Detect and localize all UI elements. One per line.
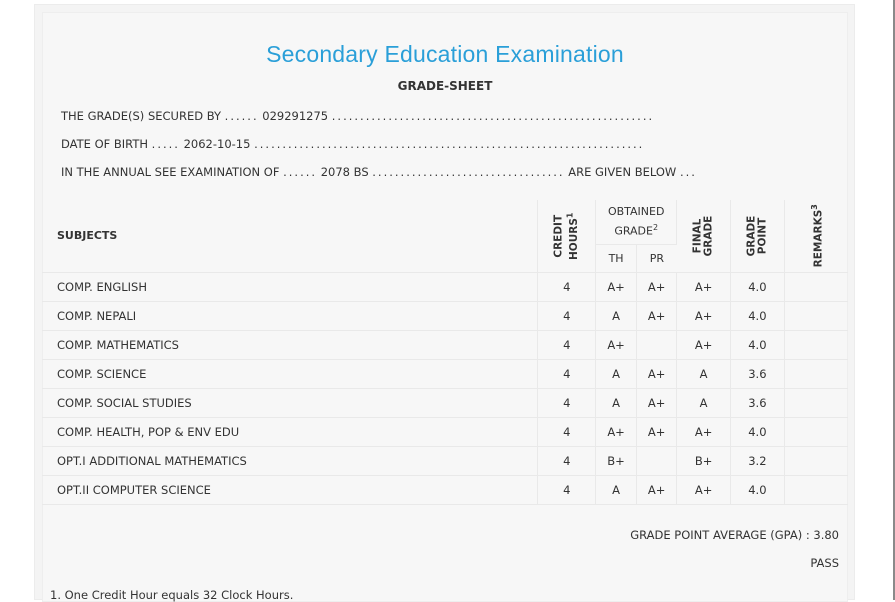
header-final-grade: FINAL GRADE bbox=[677, 200, 731, 272]
gpa-value: 3.80 bbox=[813, 528, 839, 542]
pr-grade-cell: A+ bbox=[636, 272, 676, 301]
credit-cell: 4 bbox=[538, 417, 596, 446]
grade-point-cell: 4.0 bbox=[730, 330, 784, 359]
result-status: PASS bbox=[810, 556, 839, 570]
grade-point-cell: 4.0 bbox=[730, 417, 784, 446]
given-below-label: ARE GIVEN BELOW bbox=[568, 165, 677, 179]
remarks-cell bbox=[784, 359, 848, 388]
header-subjects: SUBJECTS bbox=[42, 200, 538, 272]
header-remarks: REMARKS$^3$ bbox=[784, 200, 848, 272]
remarks-cell bbox=[784, 446, 848, 475]
subject-cell: OPT.I ADDITIONAL MATHEMATICS bbox=[42, 446, 538, 475]
subject-cell: OPT.II COMPUTER SCIENCE bbox=[42, 475, 538, 504]
header-obtained-grade: OBTAINED GRADE$^2$ bbox=[596, 200, 677, 244]
subject-cell: COMP. NEPALI bbox=[42, 301, 538, 330]
th-grade-cell: B+ bbox=[596, 446, 637, 475]
pr-grade-cell: A+ bbox=[636, 359, 676, 388]
credit-cell: 4 bbox=[538, 330, 596, 359]
th-grade-cell: A bbox=[596, 359, 637, 388]
th-grade-cell: A+ bbox=[596, 272, 637, 301]
table-row bbox=[42, 330, 848, 359]
gpa-line bbox=[630, 528, 839, 542]
subject-cell: COMP. SCIENCE bbox=[42, 359, 538, 388]
table-row bbox=[42, 301, 848, 330]
th-grade-cell: A bbox=[596, 475, 637, 504]
final-grade-cell: A+ bbox=[677, 301, 731, 330]
grade-point-cell: 4.0 bbox=[730, 272, 784, 301]
grade-point-cell: 4.0 bbox=[730, 301, 784, 330]
subject-cell: COMP. HEALTH, POP & ENV EDU bbox=[42, 417, 538, 446]
grades-table-wrap bbox=[42, 200, 848, 505]
remarks-cell bbox=[784, 330, 848, 359]
credit-cell: 4 bbox=[538, 359, 596, 388]
page-title: Secondary Education Examination bbox=[266, 41, 624, 67]
credit-cell: 4 bbox=[538, 446, 596, 475]
credit-cell: 4 bbox=[538, 388, 596, 417]
final-grade-cell: A+ bbox=[677, 330, 731, 359]
symbol-number: 029291275 bbox=[262, 109, 329, 123]
secured-by-label: THE GRADE(S) SECURED BY bbox=[61, 109, 222, 123]
header-th: TH bbox=[596, 244, 637, 272]
pr-grade-cell: A+ bbox=[636, 388, 676, 417]
grade-point-cell: 3.2 bbox=[730, 446, 784, 475]
remarks-cell bbox=[784, 388, 848, 417]
final-grade-cell: B+ bbox=[677, 446, 731, 475]
exam-year: 2078 BS bbox=[320, 165, 369, 179]
pr-grade-cell: A+ bbox=[636, 301, 676, 330]
grade-sheet-heading: GRADE-SHEET bbox=[397, 79, 493, 93]
grade-point-cell: 4.0 bbox=[730, 475, 784, 504]
final-grade-cell: A bbox=[677, 388, 731, 417]
th-grade-cell: A bbox=[596, 388, 637, 417]
final-grade-cell: A+ bbox=[677, 272, 731, 301]
pr-grade-cell bbox=[636, 330, 676, 359]
th-grade-cell: A+ bbox=[596, 330, 637, 359]
subject-cell: COMP. ENGLISH bbox=[42, 272, 538, 301]
table-row bbox=[42, 359, 848, 388]
table-row bbox=[42, 272, 848, 301]
final-grade-cell: A bbox=[677, 359, 731, 388]
subject-cell: COMP. SOCIAL STUDIES bbox=[42, 388, 538, 417]
table-row bbox=[42, 388, 848, 417]
table-row bbox=[42, 475, 848, 504]
exam-line: IN THE ANNUAL SEE EXAMINATION OF ...... 2078 BS .................................. ARE GIVEN BELOW ... bbox=[61, 165, 697, 179]
remarks-cell bbox=[784, 475, 848, 504]
th-grade-cell: A+ bbox=[596, 417, 637, 446]
pr-grade-cell: A+ bbox=[636, 417, 676, 446]
dob-label: DATE OF BIRTH bbox=[61, 137, 149, 151]
exam-label: IN THE ANNUAL SEE EXAMINATION OF bbox=[61, 165, 280, 179]
remarks-cell bbox=[784, 417, 848, 446]
credit-cell: 4 bbox=[538, 475, 596, 504]
dob-value: 2062-10-15 bbox=[183, 137, 251, 151]
pr-grade-cell bbox=[636, 446, 676, 475]
th-grade-cell: A bbox=[596, 301, 637, 330]
grades-table bbox=[42, 200, 848, 505]
credit-cell: 4 bbox=[538, 301, 596, 330]
dob-line: DATE OF BIRTH ..... 2062-10-15 ..................................................................... bbox=[61, 137, 645, 151]
final-grade-cell: A+ bbox=[677, 417, 731, 446]
final-grade-cell: A+ bbox=[677, 475, 731, 504]
table-row bbox=[42, 446, 848, 475]
gpa-label: GRADE POINT AVERAGE (GPA) : bbox=[630, 528, 810, 542]
table-row bbox=[42, 417, 848, 446]
grade-point-cell: 3.6 bbox=[730, 359, 784, 388]
remarks-cell bbox=[784, 301, 848, 330]
grade-point-cell: 3.6 bbox=[730, 388, 784, 417]
credit-cell: 4 bbox=[538, 272, 596, 301]
footnote-credit-hour: 1. One Credit Hour equals 32 Clock Hours. bbox=[50, 588, 294, 602]
remarks-cell bbox=[784, 272, 848, 301]
pr-grade-cell: A+ bbox=[636, 475, 676, 504]
subject-cell: COMP. MATHEMATICS bbox=[42, 330, 538, 359]
secured-by-line: THE GRADE(S) SECURED BY ...... 029291275 ......................................................... bbox=[61, 109, 655, 123]
header-pr: PR bbox=[636, 244, 676, 272]
header-credit-hours: CREDIT HOURS$^1$ bbox=[538, 200, 596, 272]
header-grade-point: GRADE POINT bbox=[730, 200, 784, 272]
